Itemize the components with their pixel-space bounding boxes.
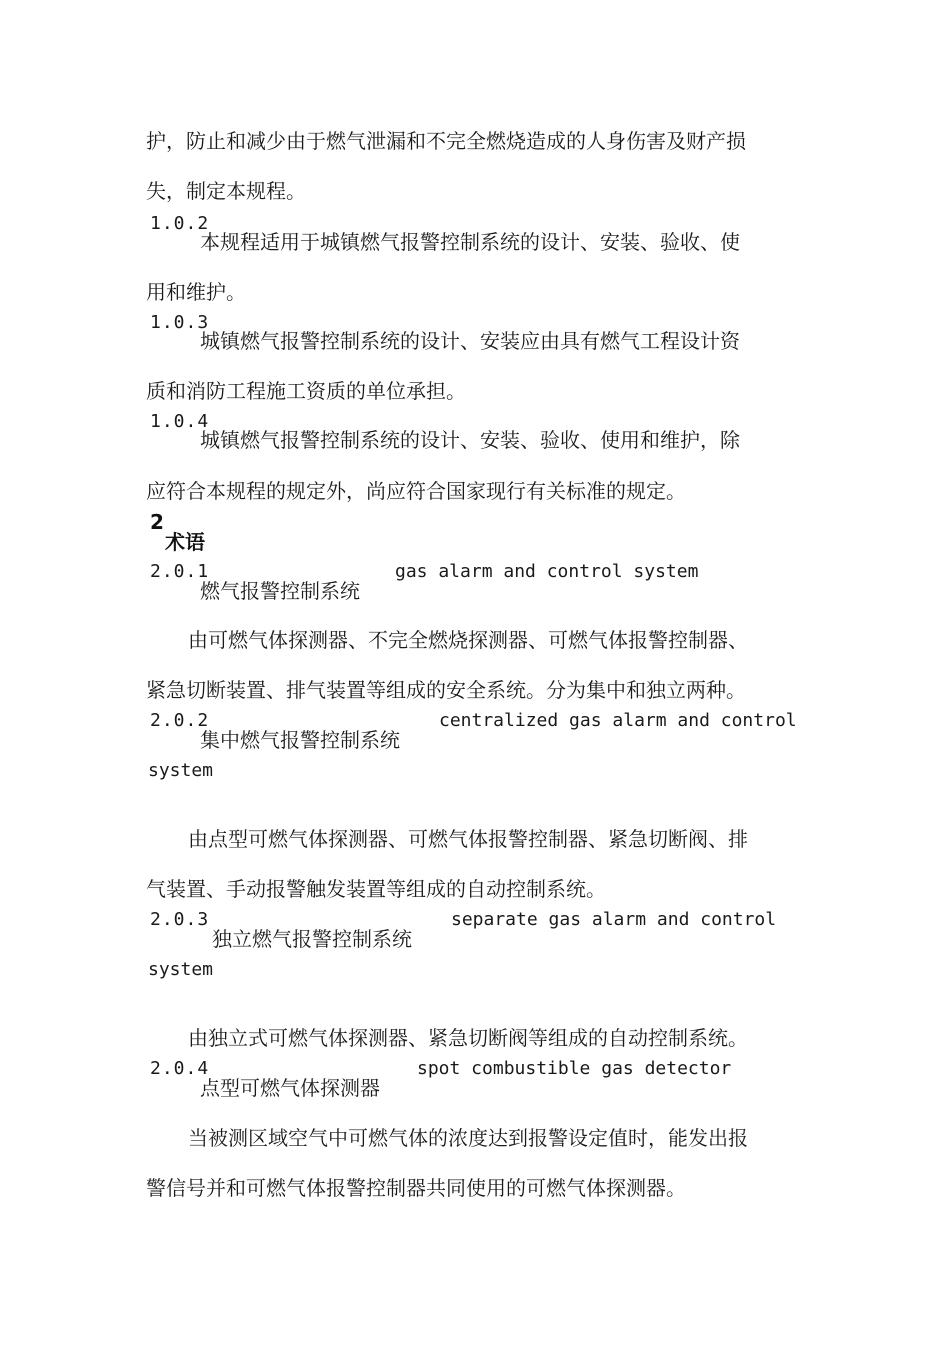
term-english: gas alarm and control system: [395, 561, 699, 582]
term-chinese: 独立燃气报警控制系统: [212, 927, 412, 951]
term-english-continued: system: [148, 760, 214, 781]
term-number: 2.0.2: [150, 710, 210, 731]
term-chinese: 点型可燃气体探测器: [200, 1076, 380, 1100]
term-english: separate gas alarm and control: [451, 909, 777, 930]
chapter-title: 术语: [165, 530, 205, 554]
term-definition-line-1: 由独立式可燃气体探测器、紧急切断阀等组成的自动控制系统。: [188, 1026, 748, 1050]
term-english: centralized gas alarm and control: [439, 710, 797, 731]
term-english-continued: system: [148, 959, 214, 980]
intro-line-1: 护，防止和减少由于燃气泄漏和不完全燃烧造成的人身伤害及财产损: [146, 129, 746, 153]
term-definition-line-1: 由可燃气体探测器、不完全燃烧探测器、可燃气体报警控制器、: [188, 628, 748, 652]
term-english: spot combustible gas detector: [417, 1058, 732, 1079]
term-definition-line-2: 警信号并和可燃气体报警控制器共同使用的可燃气体探测器。: [146, 1176, 686, 1200]
term-definition-line-1: 当被测区域空气中可燃气体的浓度达到报警设定值时，能发出报: [188, 1126, 748, 1150]
term-chinese: 集中燃气报警控制系统: [200, 728, 400, 752]
term-number: 2.0.1: [150, 561, 210, 582]
clause-number: 1.0.3: [150, 312, 210, 333]
term-chinese: 燃气报警控制系统: [200, 579, 360, 603]
term-definition-line-1: 由点型可燃气体探测器、可燃气体报警控制器、紧急切断阀、排: [188, 827, 748, 851]
term-definition-line-2: 紧急切断装置、排气装置等组成的安全系统。分为集中和独立两种。: [146, 678, 746, 702]
clause-text-line-1: 本规程适用于城镇燃气报警控制系统的设计、安装、验收、使: [200, 230, 740, 254]
term-number: 2.0.3: [150, 909, 210, 930]
clause-number: 1.0.2: [150, 213, 210, 234]
clause-text-line-1: 城镇燃气报警控制系统的设计、安装、验收、使用和维护，除: [200, 428, 740, 452]
clause-text-line-2: 质和消防工程施工资质的单位承担。: [146, 379, 466, 403]
term-number: 2.0.4: [150, 1058, 210, 1079]
intro-line-2: 失，制定本规程。: [146, 179, 306, 203]
clause-text-line-2: 应符合本规程的规定外，尚应符合国家现行有关标准的规定。: [146, 479, 686, 503]
chapter-number: 2: [150, 510, 164, 534]
term-definition-line-2: 气装置、手动报警触发装置等组成的自动控制系统。: [146, 877, 606, 901]
clause-text-line-2: 用和维护。: [146, 280, 246, 304]
clause-text-line-1: 城镇燃气报警控制系统的设计、安装应由具有燃气工程设计资: [200, 329, 740, 353]
clause-number: 1.0.4: [150, 411, 210, 432]
